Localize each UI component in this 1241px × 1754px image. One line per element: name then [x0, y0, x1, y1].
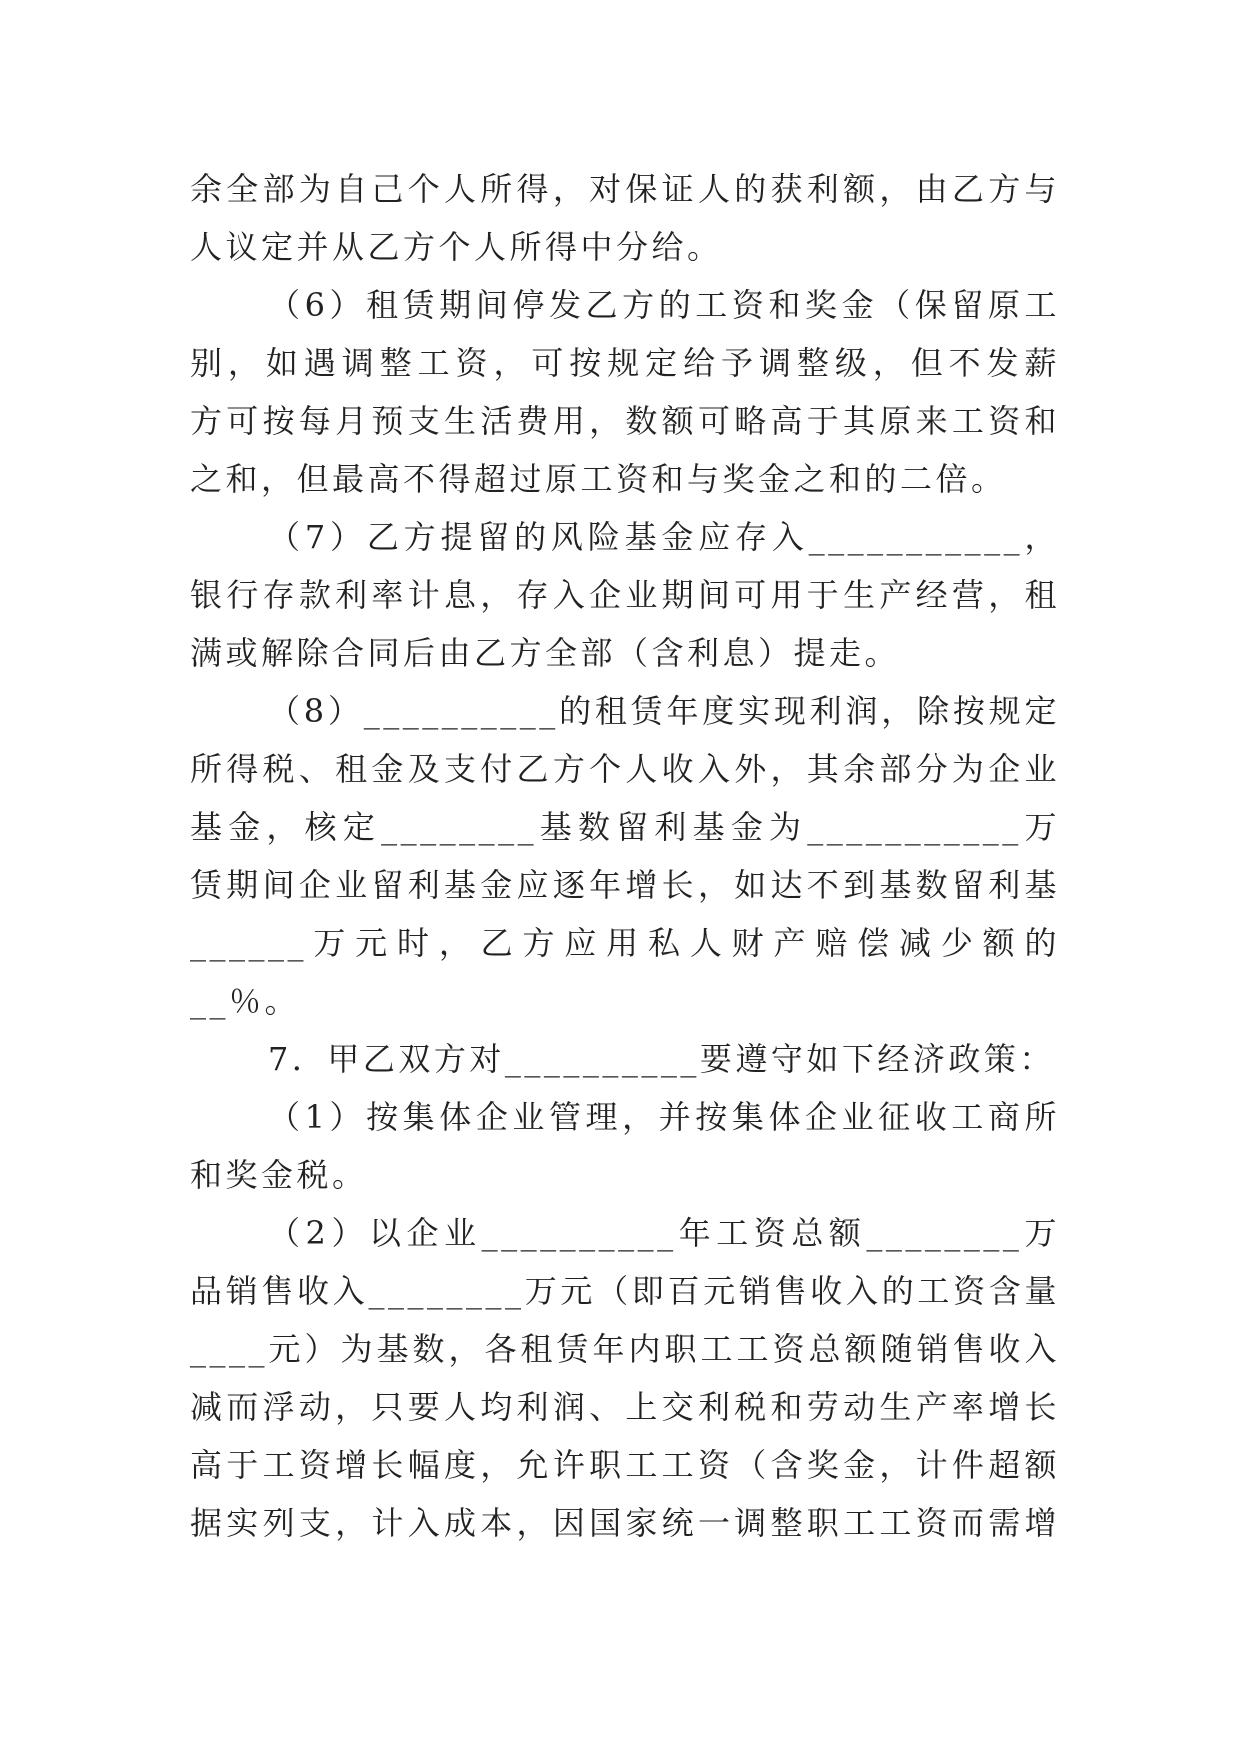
text-line: 和奖金税。: [190, 1156, 368, 1194]
text-line: 之和，但最高不得超过原工资和与奖金之和的二倍。: [190, 460, 1007, 498]
text-line: __％。: [190, 982, 301, 1020]
text-line: 减而浮动，只要人均利润、上交利税和劳动生产率增长: [190, 1388, 1060, 1426]
text-line: 高于工资增长幅度，允许职工工资（含奖金，计件超额: [190, 1446, 1060, 1484]
text-line: 7．甲乙双方对__________要遵守如下经济政策：: [268, 1040, 1055, 1078]
text-line: （6）租赁期间停发乙方的工资和奖金（保留原工: [268, 286, 1060, 324]
text-line: （7）乙方提留的风险基金应存入___________，: [268, 518, 1060, 556]
text-line: 银行存款利率计息，存入企业期间可用于生产经营，租: [190, 576, 1060, 614]
text-line: ______万元时，乙方应用私人财产赔偿减少额的: [190, 924, 1060, 962]
text-line: 所得税、租金及支付乙方个人收入外，其余部分为企业: [190, 750, 1060, 788]
text-line: 余全部为自己个人所得，对保证人的获利额，由乙方与: [190, 170, 1060, 208]
text-line: 人议定并从乙方个人所得中分给。: [190, 228, 723, 266]
text-line: 赁期间企业留利基金应逐年增长，如达不到基数留利基: [190, 866, 1060, 904]
text-line: （2）以企业__________年工资总额________万: [268, 1214, 1060, 1252]
text-line: 据实列支，计入成本，因国家统一调整职工工资而需增: [190, 1504, 1060, 1542]
text-line: 品销售收入________万元（即百元销售收入的工资含量: [190, 1272, 1060, 1310]
text-line: ____元）为基数，各租赁年内职工工资总额随销售收入: [190, 1330, 1060, 1368]
text-line: 方可按每月预支生活费用，数额可略高于其原来工资和: [190, 402, 1060, 440]
text-line: 基金，核定________基数留利基金为___________万: [190, 808, 1060, 846]
document-body: [190, 160, 1060, 1552]
text-line: （8）__________的租赁年度实现利润，除按规定: [268, 692, 1060, 730]
text-line: 别，如遇调整工资，可按规定给予调整级，但不发薪: [190, 344, 1060, 382]
text-line: 满或解除合同后由乙方全部（含利息）提走。: [190, 634, 901, 672]
text-line: （1）按集体企业管理，并按集体企业征收工商所: [268, 1098, 1060, 1136]
